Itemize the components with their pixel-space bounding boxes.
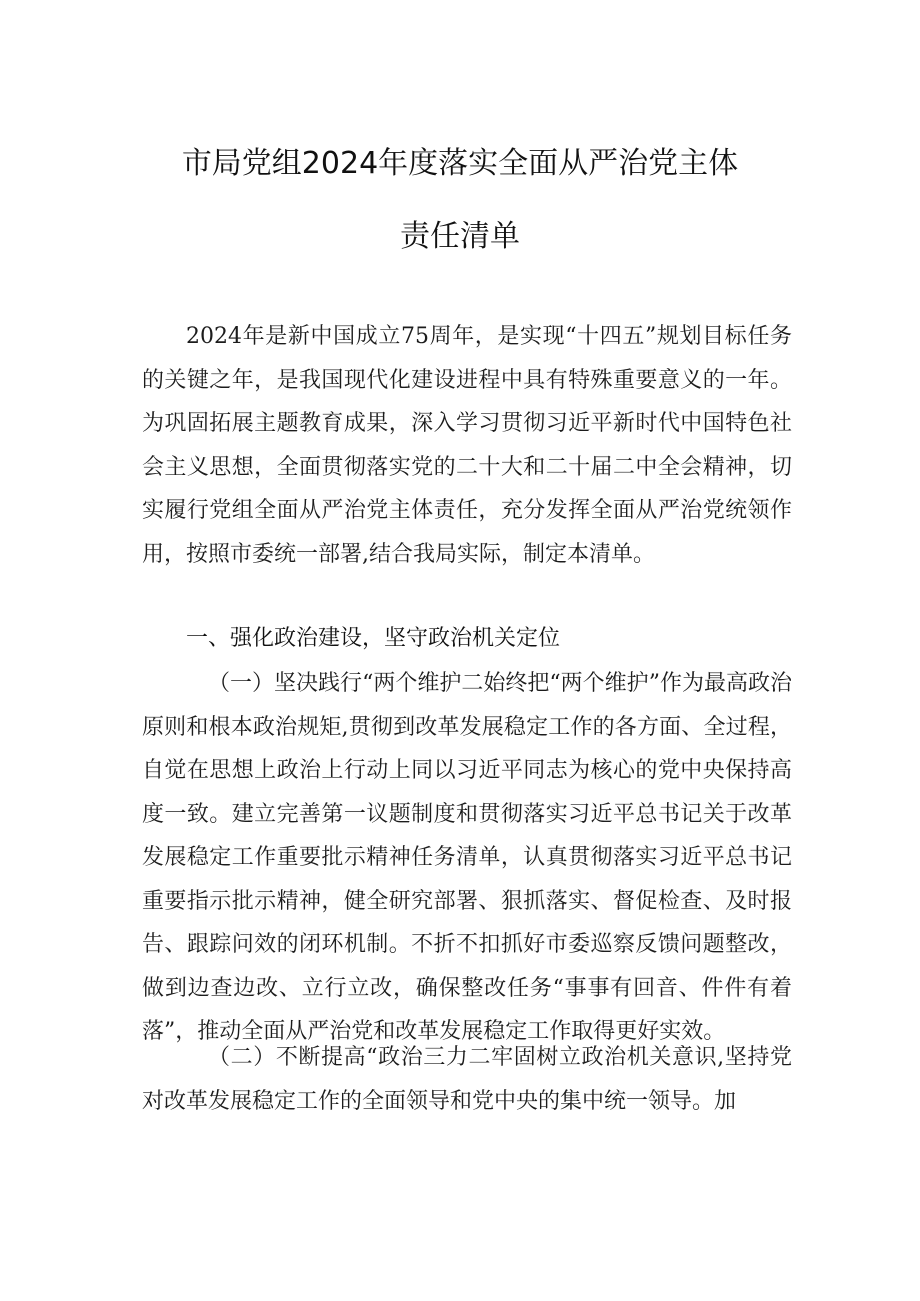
item-paragraph-1: （一）坚决践行“两个维护二始终把“两个维护”作为最高政治原则和根本政治规矩,贯彻到改革发展稳定工作的各方面、全过程，自觉在思想上政治上行动上同以习近平同志为核心的党中央保持高度一致。建立完善第一议题制度和贯彻落实习近平总书记关于改革发展稳定工作重要批示精神任务清单，认真贯彻落实习近平总书记重要指示批示精神，健全研究部署、狠抓落实、督促检查、及时报告、跟踪问效的闭环机制。不折不扣抓好市委巡察反馈问题整改，做到边查边改、立行立改，确保整改任务“事事有回音、件件有着落”，推动全面从严治党和改革发展稳定工作取得更好实效。 — [142, 671, 792, 1044]
document-title-line-2: 责任清单 — [400, 219, 520, 254]
intro-paragraph: 2024年是新中国成立75周年，是实现“十四五”规划目标任务的关键之年，是我国现代化建设进程中具有特殊重要意义的一年。为巩固拓展主题教育成果，深入学习贯彻习近平新时代中国特色社会主义思想，全面贯彻落实党的二十大和二十届二中全会精神，切实履行党组全面从严治党主体责任，充分发挥全面从严治党统领作用，按照市委统一部署,结合我局实际，制定本清单。 — [142, 324, 792, 567]
section-heading-1: 一、强化政治建设，坚守政治机关定位 — [186, 626, 561, 651]
item-paragraph-2: （二）不断提高“政治三力二牢固树立政治机关意识,坚持党对改革发展稳定工作的全面领导和党中央的集中统一领导。加 — [142, 1045, 792, 1114]
document-title-line-1: 市局党组2024年度落实全面从严治党主体 — [181, 146, 739, 181]
